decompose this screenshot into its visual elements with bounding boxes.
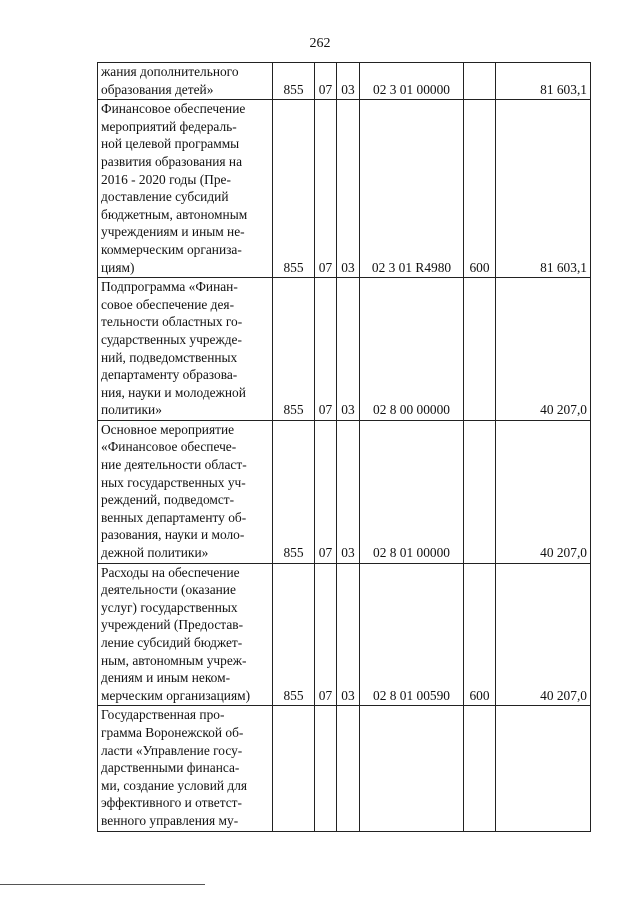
cell-rz: 07 — [315, 420, 337, 563]
cell-vr — [464, 63, 496, 100]
cell-rz: 07 — [315, 63, 337, 100]
cell-rz: 07 — [315, 100, 337, 278]
cell-sum — [496, 706, 591, 831]
cell-ved: 855 — [273, 420, 315, 563]
cell-vr — [464, 706, 496, 831]
name-line: доставление субсидий — [101, 189, 229, 205]
budget-table — [97, 62, 591, 832]
cell-csr: 02 8 01 00000 — [360, 420, 464, 563]
cell-csr: 02 3 01 00000 — [360, 63, 464, 100]
name-line: «Финансовое обеспече- — [101, 439, 237, 455]
cell-pr: 03 — [337, 420, 360, 563]
name-line: венного управления му- — [101, 812, 239, 828]
name-line: ной целевой программы — [101, 136, 240, 152]
name-line: дежной политики» — [101, 545, 209, 561]
name-line: циям) — [101, 259, 135, 275]
cell-name — [98, 100, 273, 278]
cell-pr: 03 — [337, 563, 360, 706]
name-line: сударственных учрежде- — [101, 331, 242, 347]
cell-rz — [315, 706, 337, 831]
name-line: услуг) государственных — [101, 599, 238, 615]
cell-rz: 07 — [315, 563, 337, 706]
name-line: деятельности (оказание — [101, 582, 236, 598]
cell-ved: 855 — [273, 563, 315, 706]
cell-vr: 600 — [464, 100, 496, 278]
table-row — [98, 63, 591, 100]
name-line: совое обеспечение дея- — [101, 296, 235, 312]
name-line: Подпрограмма «Финан- — [101, 279, 238, 295]
footnote-rule — [0, 884, 205, 885]
table-body — [98, 63, 591, 832]
name-line: Расходы на обеспечение — [101, 564, 240, 580]
name-line: Основное мероприятие — [101, 421, 235, 437]
cell-name — [98, 420, 273, 563]
cell-vr: 600 — [464, 563, 496, 706]
cell-pr: 03 — [337, 278, 360, 421]
name-line: Государственная про- — [101, 707, 225, 723]
cell-ved: 855 — [273, 63, 315, 100]
name-line: дениям и иным неком- — [101, 670, 231, 686]
name-line: ний, подведомственных — [101, 349, 238, 365]
name-line: ным, автономным учреж- — [101, 652, 247, 668]
name-line: ми, создание условий для — [101, 777, 248, 793]
cell-sum: 40 207,0 — [496, 563, 591, 706]
name-line: ния, науки и молодежной — [101, 384, 246, 400]
name-line: коммерческим организа- — [101, 241, 242, 257]
cell-pr: 03 — [337, 100, 360, 278]
name-line: ление субсидий бюджет- — [101, 635, 243, 650]
cell-name — [98, 63, 273, 100]
cell-csr: 02 8 01 00590 — [360, 563, 464, 706]
cell-pr — [337, 706, 360, 831]
table-row — [98, 563, 591, 706]
cell-csr: 02 8 00 00000 — [360, 278, 464, 421]
name-line: образования детей» — [101, 81, 214, 97]
cell-ved: 855 — [273, 100, 315, 278]
name-line: жания дополнительного — [101, 64, 239, 79]
name-line: учреждениям и иным не- — [101, 224, 245, 240]
name-line: ние деятельности област- — [101, 457, 247, 473]
cell-ved: 855 — [273, 278, 315, 421]
page-number: 262 — [309, 36, 331, 51]
name-line: Финансовое обеспечение — [101, 101, 246, 117]
name-line: разования, науки и моло- — [101, 527, 245, 543]
cell-name — [98, 706, 273, 831]
name-line: учреждений (Предостав- — [101, 617, 244, 633]
name-line: ных государственных уч- — [101, 474, 246, 490]
cell-rz: 07 — [315, 278, 337, 421]
name-line: политики» — [101, 402, 162, 418]
name-line: дарственными финанса- — [101, 760, 240, 776]
cell-name — [98, 278, 273, 421]
cell-vr — [464, 278, 496, 421]
name-line: ласти «Управление госу- — [101, 742, 243, 758]
table-row — [98, 420, 591, 563]
name-line: грамма Воронежской об- — [101, 724, 244, 740]
cell-csr — [360, 706, 464, 831]
cell-sum: 81 603,1 — [496, 100, 591, 278]
name-line: 2016 - 2020 годы (Пре- — [101, 171, 231, 187]
cell-pr: 03 — [337, 63, 360, 100]
name-line: тельности областных го- — [101, 314, 243, 330]
cell-name — [98, 563, 273, 706]
table-row — [98, 100, 591, 278]
name-line: развития образования на — [101, 153, 243, 169]
cell-vr — [464, 420, 496, 563]
name-line: венных департаменту об- — [101, 509, 247, 525]
name-line: мероприятий федераль- — [101, 118, 237, 134]
name-line: реждений, подведомст- — [101, 492, 235, 508]
cell-csr: 02 3 01 R4980 — [360, 100, 464, 278]
name-line: департаменту образова- — [101, 367, 238, 383]
name-line: эффективного и ответст- — [101, 795, 242, 811]
cell-sum: 40 207,0 — [496, 420, 591, 563]
cell-ved — [273, 706, 315, 831]
cell-sum: 81 603,1 — [496, 63, 591, 100]
table-row — [98, 706, 591, 831]
name-line: бюджетным, автономным — [101, 206, 248, 222]
cell-sum: 40 207,0 — [496, 278, 591, 421]
table-row — [98, 278, 591, 421]
name-line: мерческим организациям) — [101, 687, 251, 703]
